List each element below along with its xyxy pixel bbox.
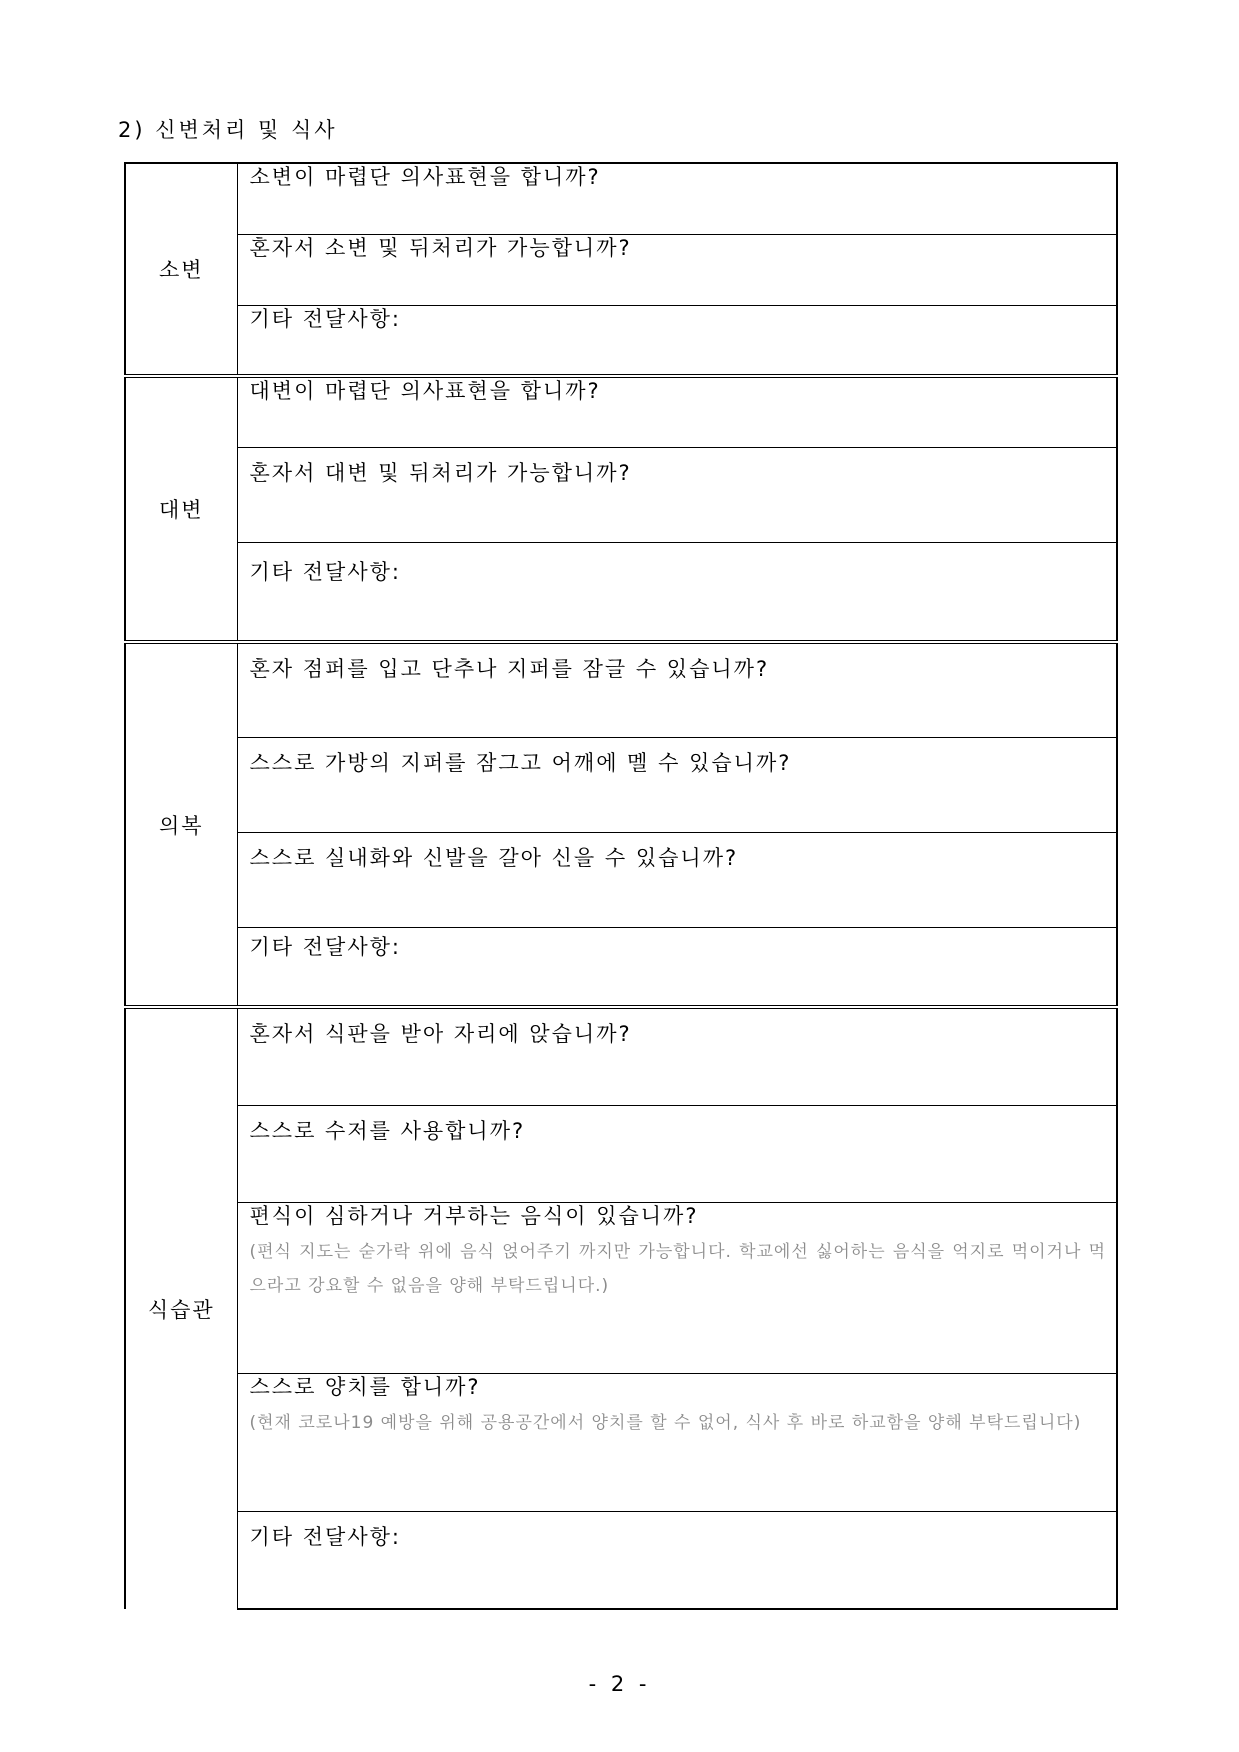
table-row	[125, 1202, 1117, 1373]
category-cell: 식습관	[125, 1007, 237, 1609]
question-cell[interactable]	[237, 1007, 1117, 1105]
question-text: 스스로 양치를 합니까?	[249, 1374, 481, 1399]
table-row	[125, 1373, 1117, 1511]
question-cell[interactable]	[237, 737, 1117, 832]
question-text: 스스로 실내화와 신발을 갈아 신을 수 있습니까?	[249, 845, 739, 870]
table-row	[125, 1007, 1117, 1105]
question-cell[interactable]	[237, 642, 1117, 737]
notes-cell[interactable]	[237, 927, 1117, 1007]
table-row	[125, 832, 1117, 927]
category-cell: 대변	[125, 376, 237, 642]
table-row	[125, 234, 1117, 305]
question-cell[interactable]	[237, 376, 1117, 447]
question-text: 혼자서 대변 및 뒤처리가 가능합니까?	[249, 460, 632, 485]
table-row	[125, 927, 1117, 1007]
question-text: 혼자서 소변 및 뒤처리가 가능합니까?	[249, 235, 632, 260]
guidance-note: (편식 지도는 숟가락 위에 음식 얹어주기 까지만 가능합니다. 학교에선 싫어하는 음식을 억지로 먹이거나 먹으라고 강요할 수 없음을 양해 부탁드립니다.)	[249, 1241, 1106, 1296]
question-text: 기타 전달사항:	[249, 934, 401, 959]
category-cell: 소변	[125, 163, 237, 376]
question-cell[interactable]	[237, 447, 1117, 542]
self-care-form-table	[124, 162, 1118, 1610]
table-row	[125, 447, 1117, 542]
table-row	[125, 305, 1117, 376]
question-cell[interactable]	[237, 163, 1117, 234]
table-row	[125, 1511, 1117, 1609]
question-text: 편식이 심하거나 거부하는 음식이 있습니까?	[249, 1203, 699, 1228]
question-cell[interactable]	[237, 1373, 1117, 1511]
category-cell: 의복	[125, 642, 237, 1007]
table-row	[125, 737, 1117, 832]
page-number: - 2 -	[588, 1672, 651, 1696]
question-text: 소변이 마렵단 의사표현을 합니까?	[249, 165, 601, 189]
question-cell[interactable]	[237, 234, 1117, 305]
table-row	[125, 642, 1117, 737]
question-text: 기타 전달사항:	[249, 306, 401, 331]
table-row	[125, 376, 1117, 447]
guidance-note: (현재 코로나19 예방을 위해 공용공간에서 양치를 할 수 없어, 식사 후 바로 하교함을 양해 부탁드립니다)	[249, 1412, 1082, 1433]
table-row	[125, 1105, 1117, 1202]
question-text: 스스로 수저를 사용합니까?	[249, 1118, 526, 1143]
question-text: 기타 전달사항:	[249, 559, 401, 584]
question-text: 대변이 마렵단 의사표현을 합니까?	[249, 379, 601, 403]
question-cell[interactable]	[237, 832, 1117, 927]
section-title: 2) 신변처리 및 식사	[118, 118, 338, 142]
question-text: 스스로 가방의 지퍼를 잠그고 어깨에 멜 수 있습니까?	[249, 750, 792, 775]
notes-cell[interactable]	[237, 542, 1117, 642]
question-text: 기타 전달사항:	[249, 1524, 401, 1549]
question-text: 혼자서 식판을 받아 자리에 앉습니까?	[249, 1022, 632, 1046]
question-text: 혼자 점퍼를 입고 단추나 지퍼를 잠글 수 있습니까?	[249, 657, 770, 681]
question-cell[interactable]	[237, 1202, 1117, 1373]
table-row	[125, 163, 1117, 234]
notes-cell[interactable]	[237, 1511, 1117, 1609]
table-row	[125, 542, 1117, 642]
notes-cell[interactable]	[237, 305, 1117, 376]
question-cell[interactable]	[237, 1105, 1117, 1202]
